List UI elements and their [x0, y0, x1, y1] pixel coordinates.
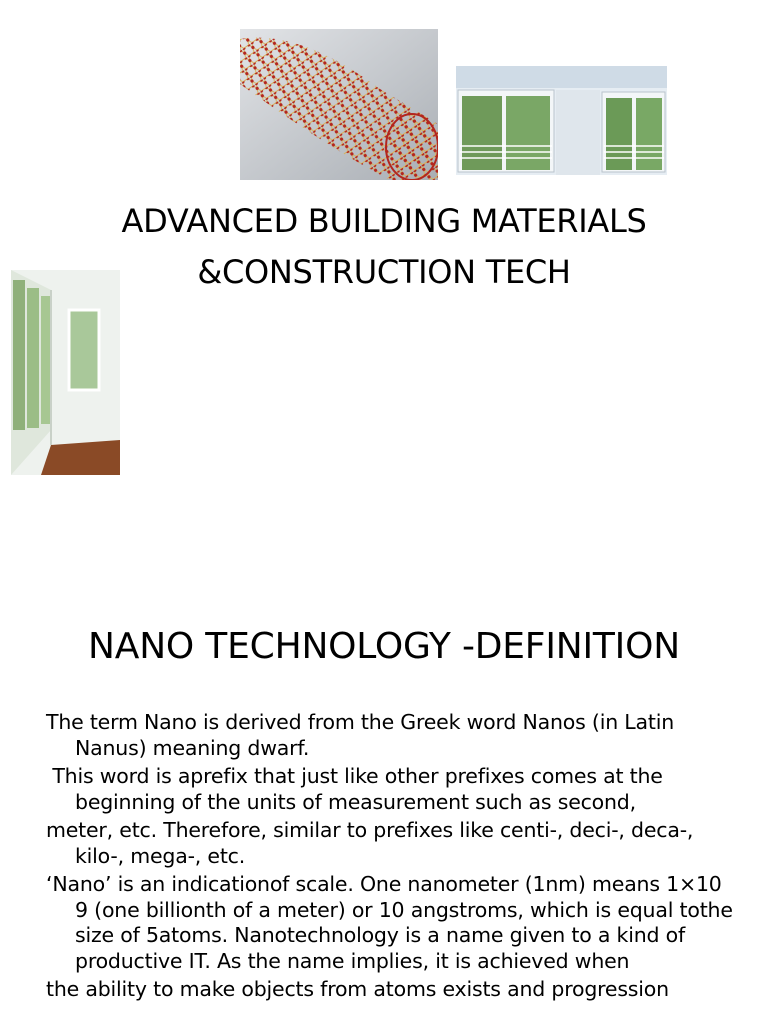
paragraph: the ability to make objects from atoms exists and progression: [46, 977, 669, 1001]
definition-text: [46, 710, 736, 1006]
presentation-title: [0, 196, 768, 298]
glazed-windows-icon: [456, 66, 667, 175]
slide-definition: [0, 560, 768, 1024]
paragraph: meter, etc. Therefore, similar to prefixes like centi-, deci-, deca-, kilo-, mega-, etc.: [46, 818, 694, 868]
paragraph: This word is aprefix that just like other prefixes comes at the beginning of the units of measurement such as second,: [46, 764, 670, 814]
glazed-balcony-icon: [11, 270, 120, 475]
paragraph: ‘Nano’ is an indicationof scale. One nanometer (1nm) means 1×10 9 (one billionth of a meter) or 10 angstroms, which is equal tothe size of 5atoms. Nanotechnology is a name given to a kind of productive IT. As the name implies, it is achieved when: [46, 872, 733, 973]
carbon-nanotube-icon: [240, 29, 438, 180]
slide-heading: NANO TECHNOLOGY -DEFINITION: [88, 626, 680, 667]
title-line-2: &CONSTRUCTION TECH: [197, 253, 571, 291]
title-line-1: ADVANCED BUILDING MATERIALS: [121, 202, 647, 240]
paragraph: The term Nano is derived from the Greek word Nanos (in Latin Nanus) meaning dwarf.: [46, 710, 675, 760]
